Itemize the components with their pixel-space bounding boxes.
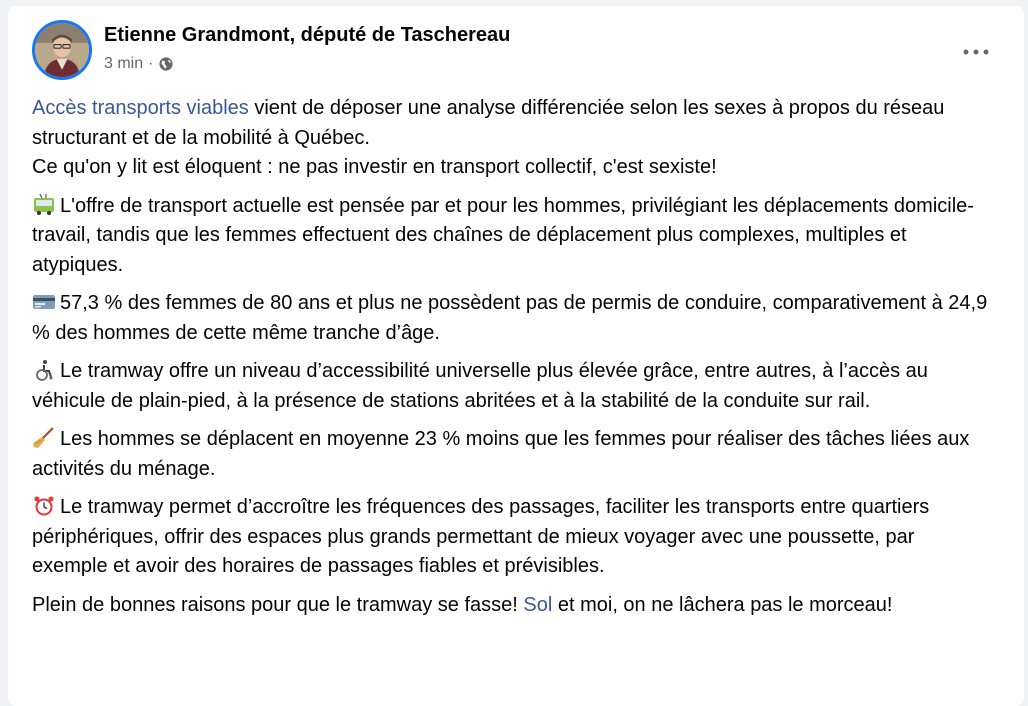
broom-icon — [32, 427, 56, 449]
avatar-photo — [35, 23, 89, 77]
paragraph-text: 57,3 % des femmes de 80 ans et plus ne possèdent pas de permis de conduire, comparativement à 24,9 % des hommes de cette même tranche d’âge. — [32, 292, 988, 344]
post-meta — [104, 55, 174, 73]
paragraph-text: Le tramway permet d’accroître les fréquences des passages, faciliter les transports entre quartiers périphériques, offrir des espaces plus grands permettant de mieux voyager avec une poussette, par exemple et avoir des horaires de passages fiables et prévisibles. — [32, 496, 930, 577]
paragraph-household — [32, 425, 992, 484]
intro-text: vient de déposer une analyse différenciée selon les sexes à propos du réseau structurant et de la mobilité à Québec. — [32, 97, 945, 149]
mention-sol[interactable]: Sol — [523, 593, 553, 616]
paragraph-text: Les hommes se déplacent en moyenne 23 % moins que les femmes pour réaliser des tâches liées aux activités du ménage. — [32, 428, 970, 480]
more-options-icon — [962, 43, 990, 61]
intro-conclusion: Ce qu'on y lit est éloquent : ne pas investir en transport collectif, c'est sexiste! — [32, 156, 717, 178]
more-options-button[interactable] — [958, 34, 994, 70]
post-card — [8, 6, 1024, 706]
post-header — [32, 20, 1004, 84]
closing-text-start: Plein de bonnes raisons pour que le tramway se fasse! — [32, 593, 524, 616]
paragraph-transport-offer — [32, 192, 992, 281]
wheelchair-icon — [32, 359, 56, 381]
paragraph-accessibility — [32, 357, 992, 416]
paragraph-text: Le tramway offre un niveau d’accessibilité universelle plus élevée grâce, entre autres, à l’accès au véhicule de plain-pied, à la présence de stations abritées et à la stabilité de la conduite sur rail. — [32, 360, 928, 412]
avatar[interactable] — [32, 20, 92, 80]
id-card-icon — [32, 291, 56, 313]
alarm-clock-icon — [32, 495, 56, 517]
paragraph-text: L'offre de transport actuelle est pensée par et pour les hommes, privilégiant les déplacements domicile-travail, tandis que les femmes effectuent des chaînes de déplacement plus complexes, multiples et atypiques. — [32, 194, 974, 276]
author-name[interactable]: Etienne Grandmont, député de Taschereau — [104, 24, 511, 46]
post-time[interactable]: 3 min — [104, 55, 144, 72]
mention-acces-transports-viables[interactable]: Accès transports viables — [32, 97, 249, 119]
trolleybus-icon — [32, 194, 56, 216]
meta-separator: · — [148, 55, 154, 72]
closing-paragraph — [32, 591, 992, 621]
paragraph-frequency — [32, 493, 992, 582]
closing-text-end: et moi, on ne lâchera pas le morceau! — [552, 593, 893, 616]
post-body — [32, 94, 992, 629]
paragraph-licence — [32, 289, 992, 348]
globe-icon[interactable] — [158, 56, 174, 72]
intro-paragraph — [32, 94, 992, 183]
